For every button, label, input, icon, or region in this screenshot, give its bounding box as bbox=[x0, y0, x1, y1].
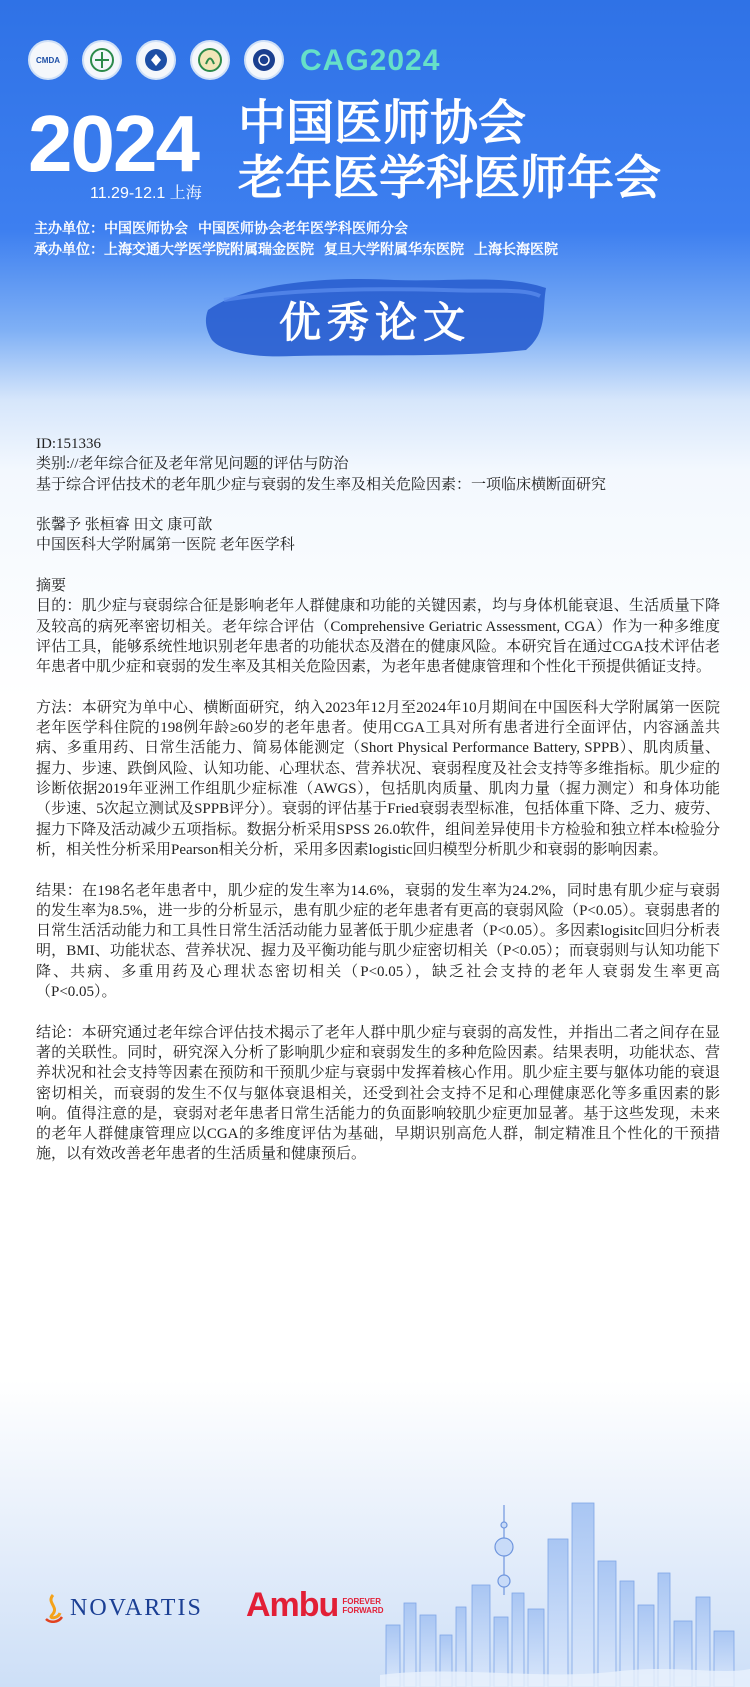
abstract-methods: 方法：本研究为单中心、横断面研究，纳入2023年12月至2024年10月期间在中国医科大学附属第一医院老年医学科住院的198例年龄≥60岁的老年患者。使用CGA工具对所有患者进行全面评估，内容涵盖共病、多重用药、日常生活能力、简易体能测定（Short Physical Performance Battery, SPPB）、肌肉质量、握力、步速、跌倒风险、认知功能、心理状态、营养状况、衰弱程度及社会支持等多维指标。肌少症的诊断依据2019年亚洲工作组肌少症标准（AWGS），包括肌肉质量、肌肉力量（握力测定）和身体功能（步速、5次起立测试及SPPB评分）。衰弱的评估基于Fried衰弱表型标准，包括体重下降、乏力、疲劳、握力下降及活动减少五项指标。数据分析采用SPSS 26.0软件，组间差异使用卡方检验和独立样本t检验分析，相关性分析采用Pearson相关分析，采用多因素logistic回归模型分析肌少和衰弱的影响因素。 bbox=[36, 699, 720, 858]
paper-id: ID:151336 bbox=[36, 436, 101, 452]
abstract-conclusion: 结论：本研究通过老年综合评估技术揭示了老年人群中肌少症与衰弱的高发性，并指出二者之间存在显著的关联性。同时，研究深入分析了影响肌少症和衰弱发生的多种危险因素。结果表明，功能状态、营养状况和社会支持等因素在预防和干预肌少症与衰弱中发挥着核心作用。肌少症主要与躯体功能的衰退密切相关，而衰弱的发生不仅与躯体衰退相关，还受到社会支持不足和心理健康恶化等多重因素的影响。值得注意的是，衰弱对老年患者日常生活能力的负面影响较肌少症更加显著。基于这些发现，未来的老年人群健康管理应以CGA的多维度评估为基础，早期识别高危人群，制定精准且个性化的干预措施，以有效改善老年患者的生活质量和健康预后。 bbox=[36, 1024, 720, 1163]
hospital-logo-changhai bbox=[244, 40, 284, 80]
novartis-flame-icon bbox=[42, 1593, 64, 1623]
host-label: 主办单位： bbox=[34, 221, 104, 237]
paper-affiliation: 中国医科大学附属第一医院 老年医学科 bbox=[36, 537, 295, 554]
host-2: 中国医师协会老年医学科医师分会 bbox=[198, 221, 408, 237]
cmda-logo: CMDA bbox=[28, 40, 68, 80]
society-logo-2 bbox=[82, 40, 122, 80]
paper-category: 类别://老年综合征及老年常见问题的评估与防治 bbox=[36, 456, 349, 473]
organizer-1: 上海交通大学医学院附属瑞金医院 bbox=[104, 242, 314, 258]
abstract-results: 结果：在198名老年患者中，肌少症的发生率为14.6%，衰弱的发生率为24.2%，同时患有肌少症与衰弱的发生率为8.5%，进一步的分析显示，患有肌少症的老年患者有更高的衰弱风险（P<0.05）。衰弱患者的日常生活活动能力和工具性日常生活活动能力显著低于肌少症患者（P<0.05）。多因素logisitc回归分析表明，BMI、功能状态、营养状况、握力及平衡功能与肌少症密切相关（P<0.05）；而衰弱则与认知功能下降、共病、多重用药及心理状态密切相关（P<0.05），缺乏社会支持的老年人衰弱发生率更高（P<0.05）。 bbox=[36, 882, 720, 1001]
ambu-tagline: FOREVER FORWARD bbox=[342, 1596, 384, 1615]
excellent-paper-badge: 优秀论文 bbox=[278, 298, 471, 347]
hospital-logo-ruijin bbox=[136, 40, 176, 80]
logo-row bbox=[28, 40, 284, 80]
city-skyline-illustration bbox=[380, 1485, 750, 1687]
event-date-place: 11.29-12.1 上海 bbox=[90, 185, 202, 202]
organizer-line bbox=[34, 239, 558, 259]
abstract-objective: 目的：肌少症与衰弱综合征是影响老年人群健康和功能的关键因素，均与身体机能衰退、生活质量下降及较高的病死率密切相关。老年综合评估（Comprehensive Geriatric Assessment, CGA）作为一种多维度评估工具，能够系统性地识别老年患者的功能状态及潜在的健康风险。本研究旨在通过CGA技术评估老年患者中肌少症和衰弱的发生率及其相关危险因素，为老年患者健康管理和个性化干预提供循证支持。 bbox=[36, 598, 720, 676]
abstract-label: 摘要 bbox=[36, 578, 67, 595]
paper-content bbox=[36, 434, 720, 1185]
ambu-sponsor-logo: Ambu FOREVER FORWARD bbox=[246, 1586, 402, 1625]
host-line bbox=[34, 218, 408, 238]
event-year: 2024 bbox=[28, 99, 198, 188]
host-1: 中国医师协会 bbox=[104, 221, 188, 237]
organizer-2: 复旦大学附属华东医院 bbox=[324, 242, 464, 258]
organizer-label: 承办单位： bbox=[34, 242, 104, 258]
event-title-line1: 中国医师协会 bbox=[238, 95, 527, 151]
paper-title: 基于综合评估技术的老年肌少症与衰弱的发生率及相关危险因素：一项临床横断面研究 bbox=[36, 476, 607, 493]
hospital-logo-huadong bbox=[190, 40, 230, 80]
organizer-3: 上海长海医院 bbox=[474, 242, 558, 258]
paper-authors: 张馨予 张桓睿 田文 康可歆 bbox=[36, 517, 213, 534]
novartis-sponsor-logo: NOVARTIS bbox=[42, 1593, 203, 1623]
cag-logo-text: CAG2024 bbox=[300, 44, 441, 77]
event-title-line2: 老年医学科医师年会 bbox=[238, 151, 661, 206]
